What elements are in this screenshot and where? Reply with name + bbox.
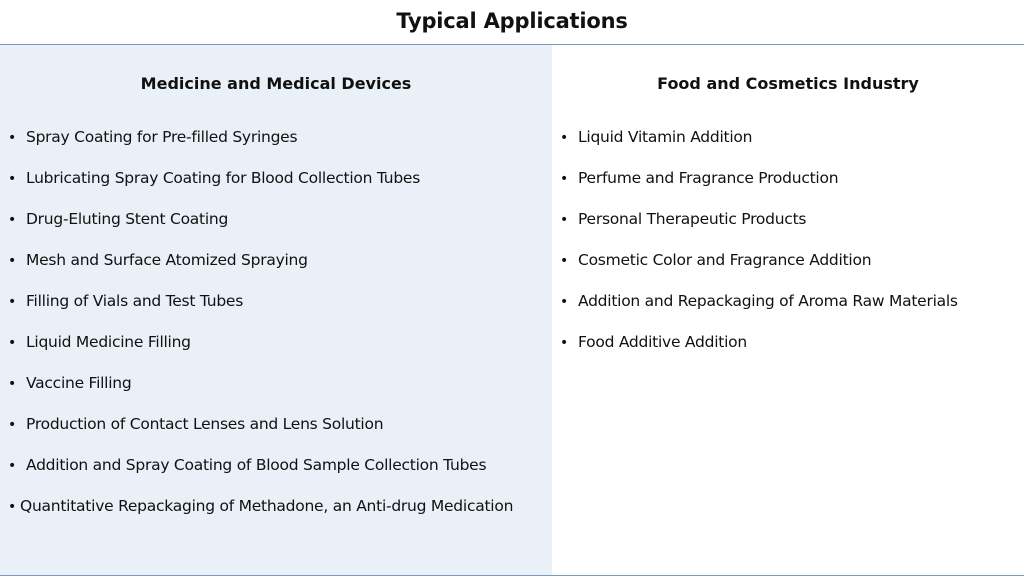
bullet-icon: • xyxy=(8,212,17,228)
food-cosmetics-column xyxy=(552,45,1024,575)
list-item xyxy=(560,126,958,167)
list-item xyxy=(560,331,958,372)
list-item xyxy=(8,249,513,290)
bullet-icon: • xyxy=(8,253,17,269)
list-item xyxy=(560,290,958,331)
list-item xyxy=(8,126,513,167)
bullet-icon: • xyxy=(8,294,17,310)
list-item xyxy=(8,454,513,495)
bullet-icon: • xyxy=(8,376,17,392)
medicine-column xyxy=(0,45,552,575)
list-item xyxy=(8,372,513,413)
bullet-icon: • xyxy=(8,171,17,187)
medicine-list xyxy=(8,126,513,536)
list-item-text: Perfume and Fragrance Production xyxy=(578,169,839,187)
list-item-text: Food Additive Addition xyxy=(578,333,747,351)
list-item xyxy=(8,290,513,331)
bullet-icon: • xyxy=(8,335,17,351)
list-item xyxy=(8,495,513,536)
bullet-icon: • xyxy=(8,417,17,433)
list-item-text: Liquid Vitamin Addition xyxy=(578,128,753,146)
list-item-text: Mesh and Surface Atomized Spraying xyxy=(26,251,308,269)
list-item xyxy=(560,167,958,208)
list-item-text: Liquid Medicine Filling xyxy=(26,333,191,351)
list-item-text: Drug-Eluting Stent Coating xyxy=(26,210,229,228)
list-item-text: Lubricating Spray Coating for Blood Collection Tubes xyxy=(26,169,421,187)
list-item-text: Spray Coating for Pre-filled Syringes xyxy=(26,128,298,146)
bullet-icon: • xyxy=(560,171,569,187)
list-item-text: Cosmetic Color and Fragrance Addition xyxy=(578,251,872,269)
list-item-text: Filling of Vials and Test Tubes xyxy=(26,292,244,310)
list-item-text: Addition and Spray Coating of Blood Sample Collection Tubes xyxy=(26,456,487,474)
page-header xyxy=(0,0,1024,45)
list-item xyxy=(8,331,513,372)
list-item-text: Addition and Repackaging of Aroma Raw Materials xyxy=(578,292,958,310)
bullet-icon: • xyxy=(560,335,569,351)
medicine-column-heading: Medicine and Medical Devices xyxy=(140,74,412,93)
bullet-icon: • xyxy=(560,130,569,146)
bullet-icon: • xyxy=(560,212,569,228)
list-item-text: Production of Contact Lenses and Lens Solution xyxy=(26,415,384,433)
food-cosmetics-list xyxy=(560,126,958,372)
list-item-text: Vaccine Filling xyxy=(26,374,132,392)
bullet-icon: • xyxy=(8,130,17,146)
bullet-icon: • xyxy=(8,458,17,474)
list-item xyxy=(8,167,513,208)
list-item xyxy=(8,208,513,249)
page-title: Typical Applications xyxy=(396,9,628,33)
list-item-text: Personal Therapeutic Products xyxy=(578,210,807,228)
list-item-text: Quantitative Repackaging of Methadone, an Anti-drug Medication xyxy=(20,497,514,515)
bullet-icon: • xyxy=(560,253,569,269)
list-item xyxy=(560,249,958,290)
bullet-icon: • xyxy=(8,499,17,515)
list-item xyxy=(8,413,513,454)
list-item xyxy=(560,208,958,249)
food-cosmetics-column-heading: Food and Cosmetics Industry xyxy=(657,74,919,93)
bullet-icon: • xyxy=(560,294,569,310)
